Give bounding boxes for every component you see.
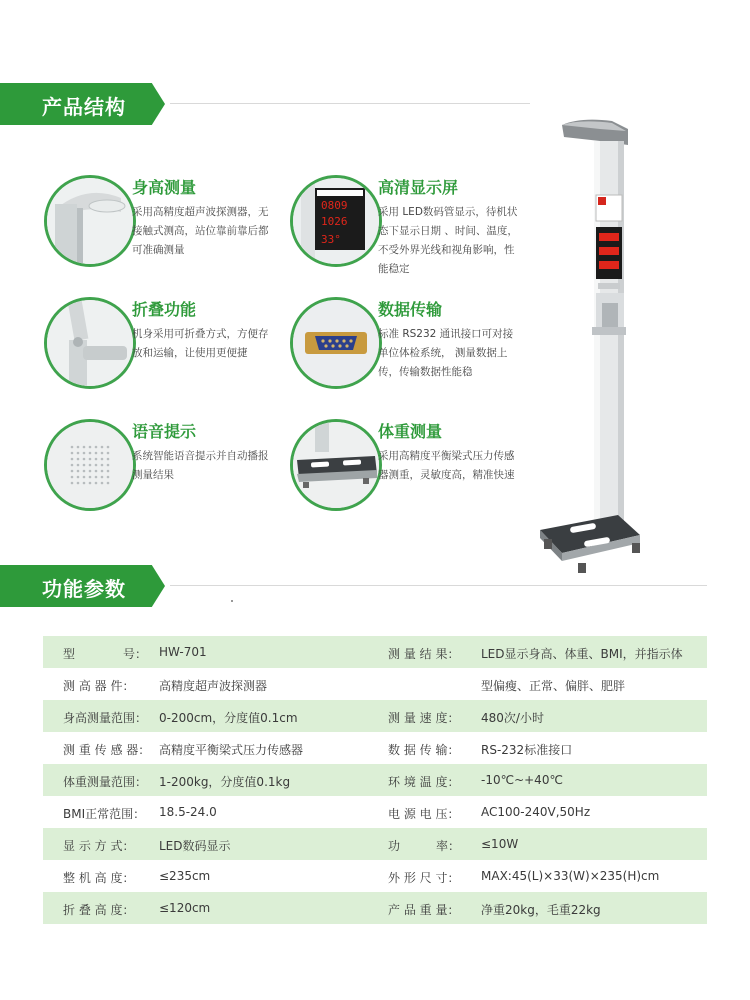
param-label: 外 形 尺 寸： [388, 871, 460, 885]
feature-display [290, 175, 530, 285]
param-value: LED显示身高、体重、BMI，并指示体 [481, 647, 683, 661]
param-label: 折 叠 高 度： [63, 903, 135, 917]
feature-desc: 系统智能语音提示并自动播报测量结果 [132, 450, 269, 481]
param-label: 数 据 传 输： [388, 743, 460, 757]
param-value: -10℃~+40℃ [481, 773, 563, 787]
param-value: ≤120cm [159, 901, 211, 915]
display-line-3: 33° [321, 233, 341, 246]
param-label: 身高测量范围： [63, 711, 148, 725]
divider [170, 103, 530, 104]
weight-platform-icon [290, 419, 382, 511]
param-value: 0-200cm，分度值0.1cm [159, 711, 298, 725]
led-display-icon [290, 175, 382, 267]
param-label: 环 境 温 度： [388, 775, 460, 789]
param-label: BMI正常范围： [63, 807, 146, 821]
feature-desc: 采用高精度超声波探测器，无接触式测高，站位靠前靠后都可准确测量 [132, 206, 269, 256]
param-value: ≤235cm [159, 869, 211, 883]
table-row [43, 636, 707, 668]
param-value: 高精度超声波探测器 [159, 679, 268, 693]
param-label: 显 示 方 式： [63, 839, 135, 853]
feature-desc: 采用高精度平衡梁式压力传感器测重，灵敏度高，精准快速 [378, 450, 515, 481]
param-value: 高精度平衡梁式压力传感器 [159, 743, 304, 757]
param-label: 测 量 结 果： [388, 647, 460, 661]
divider [170, 585, 707, 586]
param-label: 测 重 传 感 器： [63, 743, 151, 757]
table-row [43, 700, 707, 732]
section-banner-params [0, 565, 750, 607]
feature-data [290, 297, 530, 407]
param-value: ≤10W [481, 837, 519, 851]
param-label: 功 率： [388, 839, 461, 853]
param-value: 净重20kg，毛重22kg [481, 903, 601, 917]
param-value: HW-701 [159, 645, 207, 659]
param-label: 体重测量范围： [63, 775, 148, 789]
feature-title: 折叠功能 [132, 300, 197, 319]
feature-title: 语音提示 [132, 422, 197, 441]
table-row [43, 764, 707, 796]
param-value: 型偏瘦、正常、偏胖、肥胖 [481, 679, 626, 693]
param-label: 型 号： [63, 647, 148, 661]
table-row [43, 732, 707, 764]
feature-desc: 标准 RS232 通讯接口可对接单位体检系统， 测量数据上传，传输数据性能稳 [378, 328, 514, 378]
feature-fold [44, 297, 284, 407]
section-title: 产品结构 [42, 95, 126, 119]
feature-title: 身高测量 [132, 178, 197, 197]
feature-voice [44, 419, 284, 529]
param-value: LED数码显示 [159, 839, 231, 853]
param-label: 产 品 重 量： [388, 903, 460, 917]
height-weight-scale-image [540, 115, 650, 575]
param-value: AC100-240V,50Hz [481, 805, 591, 819]
table-row [43, 828, 707, 860]
param-value: 1-200kg，分度值0.1kg [159, 775, 291, 789]
table-row [43, 892, 707, 924]
height-sensor-icon [44, 175, 136, 267]
fold-hinge-icon [44, 297, 136, 389]
feature-desc: 机身采用可折叠方式，方便存放和运输，让使用更便捷 [132, 328, 269, 359]
section-title: 功能参数 [42, 577, 126, 601]
feature-title: 数据传输 [378, 300, 443, 319]
table-row [43, 796, 707, 828]
param-label: 电 源 电 压： [388, 807, 460, 821]
feature-weight [290, 419, 530, 529]
speaker-grille-icon [44, 419, 136, 511]
feature-title: 体重测量 [378, 422, 443, 441]
params-table [43, 636, 707, 924]
param-value: 18.5-24.0 [159, 805, 217, 819]
param-label: 测 量 速 度： [388, 711, 460, 725]
display-line-2: 1026 [321, 215, 348, 228]
param-value: 480次/小时 [481, 711, 544, 725]
param-value: RS-232标准接口 [481, 743, 573, 757]
param-value: MAX:45(L)×33(W)×235(H)cm [481, 869, 660, 883]
rs232-port-icon [290, 297, 382, 389]
feature-title: 高清显示屏 [378, 178, 459, 197]
feature-height [44, 175, 284, 285]
stray-dot [231, 600, 233, 602]
param-label: 整 机 高 度： [63, 871, 135, 885]
table-row [43, 860, 707, 892]
feature-desc: 采用 LED数码管显示，待机状态下显示日期 、时间、温度，不受外界光线和视角影响，性能稳定 [378, 206, 518, 275]
param-label: 测 高 器 件： [63, 679, 135, 693]
display-line-1: 0809 [321, 199, 348, 212]
table-row [43, 668, 707, 700]
